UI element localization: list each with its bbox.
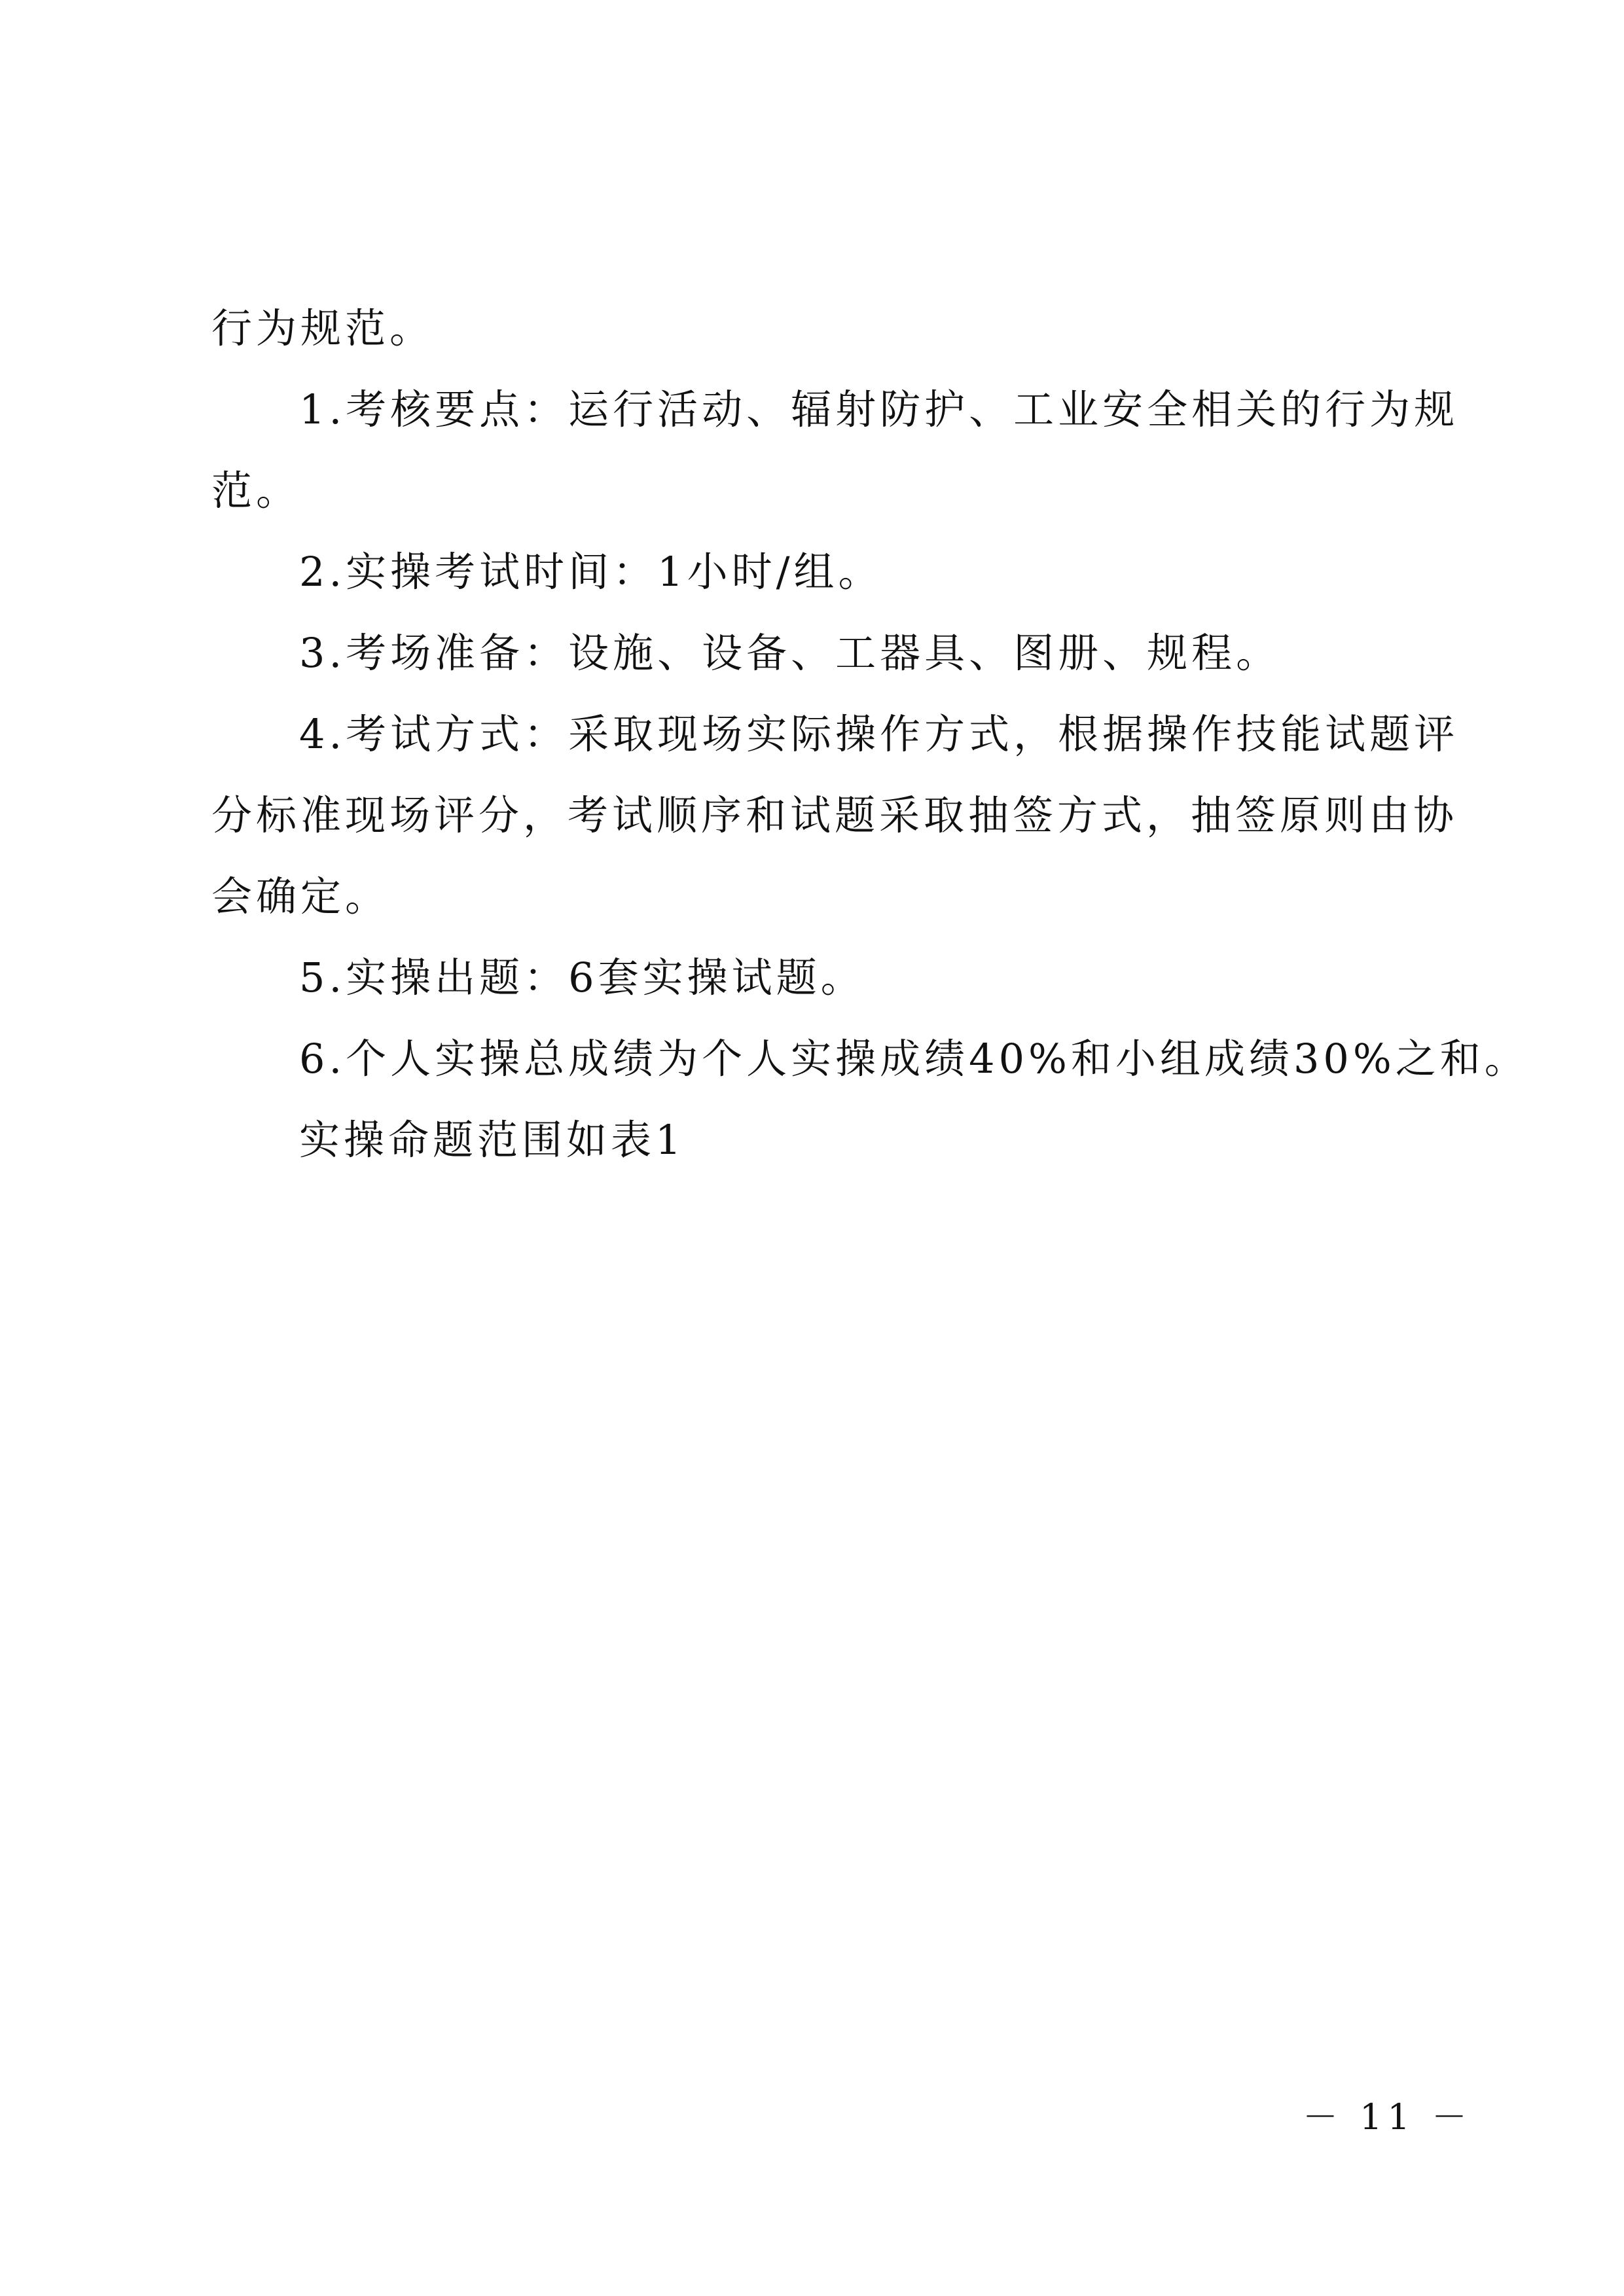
item-2-exam-time: 2.实操考试时间：1小时/组。 <box>299 548 883 596</box>
paragraph-line-continuation: 行为规范。 <box>211 304 435 352</box>
table-reference-line: 实操命题范围如表1 <box>299 1116 685 1164</box>
item-4-line-3: 会确定。 <box>211 872 390 920</box>
item-4-line-1: 4.考试方式：采取现场实际操作方式，根据操作技能试题评 <box>299 710 1459 758</box>
item-1-line-2: 范。 <box>211 467 301 514</box>
item-6-total-score: 6.个人实操总成绩为个人实操成绩40%和小组成绩30%之和。 <box>299 1035 1529 1083</box>
item-3-venue-preparation: 3.考场准备：设施、设备、工器具、图册、规程。 <box>299 629 1281 677</box>
page-number: － 11 － <box>1303 2096 1473 2138</box>
document-body <box>211 288 1529 1181</box>
item-4-line-2: 分标准现场评分，考试顺序和试题采取抽签方式，抽签原则由协 <box>211 791 1458 839</box>
item-1-line-1: 1.考核要点：运行活动、辐射防护、工业安全相关的行为规 <box>299 386 1459 433</box>
item-5-question-sets: 5.实操出题：6套实操试题。 <box>299 954 865 1001</box>
